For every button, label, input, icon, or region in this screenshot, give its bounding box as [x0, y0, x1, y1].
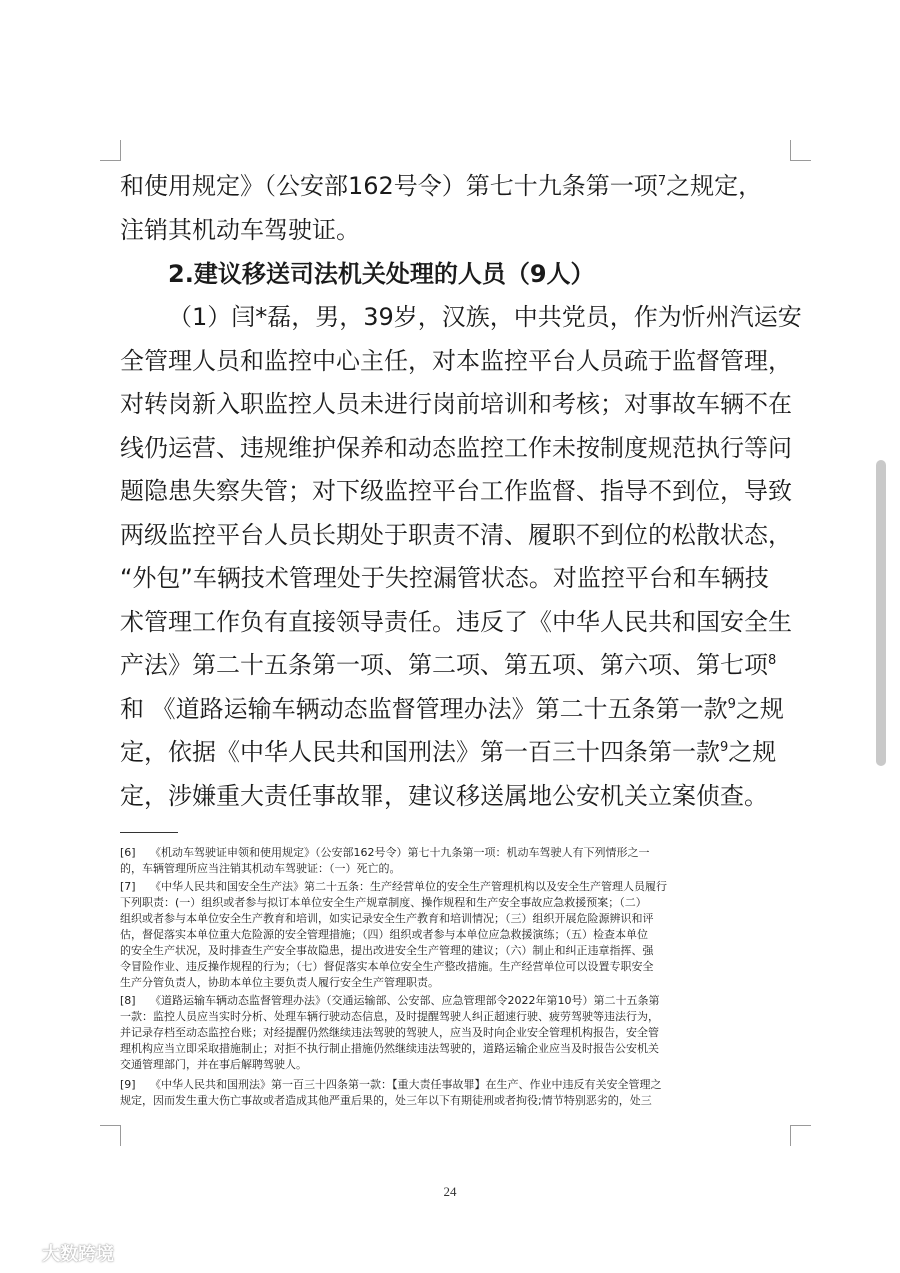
- body-line: 对转岗新入职监控人员未进行岗前培训和考核；对事故车辆不在: [120, 390, 792, 418]
- footnote-line: 规定，因而发生重大伤亡事故或者造成其他严重后果的，处三年以下有期徒刑或者拘役;情节特别恶劣的，处三: [120, 1094, 652, 1107]
- body-line: 题隐患失察失管；对下级监控平台工作监督、指导不到位，导致: [120, 477, 792, 505]
- watermark-text: 大数跨境: [42, 1244, 114, 1265]
- footnote-line: [8] 《道路运输车辆动态监督管理办法》（交通运输部、公安部、应急管理部令2022年第10号）第二十五条第: [120, 994, 660, 1007]
- body-line: 线仍运营、违规维护保养和动态监控工作未按制度规范执行等问: [120, 434, 792, 462]
- footnote-line: 交通管理部门，并在事后解聘驾驶人。: [120, 1058, 307, 1071]
- footnote-separator: [120, 832, 178, 833]
- body-line: 定，依据《中华人民共和国刑法》第一百三十四条第一款$^9$之规: [120, 738, 777, 766]
- footnote-line: 理机构应当立即采取措施制止；对拒不执行制止措施仍然继续违法驾驶的，道路运输企业应当及时报告公安机关: [120, 1042, 659, 1055]
- body-line: 注销其机动车驾驶证。: [120, 216, 360, 244]
- body-line: （1）闫*磊，男，39岁，汉族，中共党员，作为忻州汽运安: [168, 303, 802, 331]
- watermark-logo-icon: [8, 1241, 38, 1265]
- footnote-line: [7] 《中华人民共和国安全生产法》第二十五条：生产经营单位的安全生产管理机构以及安全生产管理人员履行: [120, 880, 667, 893]
- footnote-number: [7]: [120, 880, 136, 893]
- body-line: 全管理人员和监控中心主任，对本监控平台人员疏于监督管理，: [120, 347, 792, 375]
- footnote-line: 一款：监控人员应当实时分析、处理车辆行驶动态信息，及时提醒驾驶人纠正超速行驶、疲劳驾驶等违法行为，: [120, 1010, 659, 1023]
- footnote-line: 的安全生产状况，及时排查生产安全事故隐患，提出改进安全生产管理的建议；（六）制止和纠正违章指挥、强: [120, 944, 654, 957]
- footnote-line: 下列职责：(一）组织或者参与拟订本单位安全生产规章制度、操作规程和生产安全事故应急救援预案；（二）: [120, 896, 647, 909]
- footnote-line: 的，车辆管理所应当注销其机动车驾驶证：（一）死亡的。: [120, 862, 401, 875]
- body-line: 和 《道路运输车辆动态监督管理办法》第二十五条第一款$^9$之规: [120, 695, 784, 723]
- vertical-scrollbar[interactable]: [876, 460, 886, 766]
- watermark: [8, 1238, 114, 1268]
- body-line: “外包”车辆技术管理处于失控漏管状态。对监控平台和车辆技: [120, 564, 769, 592]
- crop-mark-bottom-right: [790, 1125, 811, 1146]
- footnote-number: [6]: [120, 846, 136, 859]
- crop-mark-top-right: [790, 140, 811, 161]
- section-heading: 2.建议移送司法机关处理的人员（9人）: [168, 260, 595, 288]
- page-number: 24: [443, 1184, 457, 1199]
- body-line: 术管理工作负有直接领导责任。违反了《中华人民共和国安全生: [120, 608, 792, 636]
- footnote-line: 并记录存档至动态监控台账；对经提醒仍然继续违法驾驶的驾驶人，应当及时向企业安全管理机构报告，安全管: [120, 1026, 659, 1039]
- footnote-number: [8]: [120, 994, 136, 1007]
- footnote-line: 组织或者参与本单位安全生产教育和培训，如实记录安全生产教育和培训情况；（三）组织开展危险源辨识和评: [120, 912, 654, 925]
- footnote-line: [6] 《机动车驾驶证申领和使用规定》（公安部162号令）第七十九条第一项：机动车驾驶人有下列情形之一: [120, 846, 650, 859]
- crop-mark-top-left: [100, 140, 121, 161]
- body-line: 两级监控平台人员长期处于职责不清、履职不到位的松散状态，: [120, 521, 792, 549]
- body-line: 定，涉嫌重大责任事故罪，建议移送属地公安机关立案侦查。: [120, 782, 768, 810]
- crop-mark-bottom-left: [100, 1125, 121, 1146]
- body-line: 和使用规定》（公安部162号令）第七十九条第一项$^7$之规定，: [120, 172, 763, 200]
- body-line: 产法》第二十五条第一项、第二项、第五项、第六项、第七项$^8$: [120, 651, 777, 679]
- footnote-line: 生产分管负责人，协助本单位主要负责人履行安全生产管理职责。: [120, 976, 439, 989]
- footnote-number: [9]: [120, 1078, 136, 1091]
- footnote-line: 令冒险作业、违反操作规程的行为；（七）督促落实本单位安全生产整改措施。生产经营单位可以设置专职安全: [120, 960, 654, 973]
- footnote-line: [9] 《中华人民共和国刑法》第一百三十四条第一款：【重大责任事故罪】在生产、作业中违反有关安全管理之: [120, 1078, 662, 1091]
- footnote-line: 估，督促落实本单位重大危险源的安全管理措施；（四）组织或者参与本单位应急救援演练；（五）检查本单位: [120, 928, 648, 941]
